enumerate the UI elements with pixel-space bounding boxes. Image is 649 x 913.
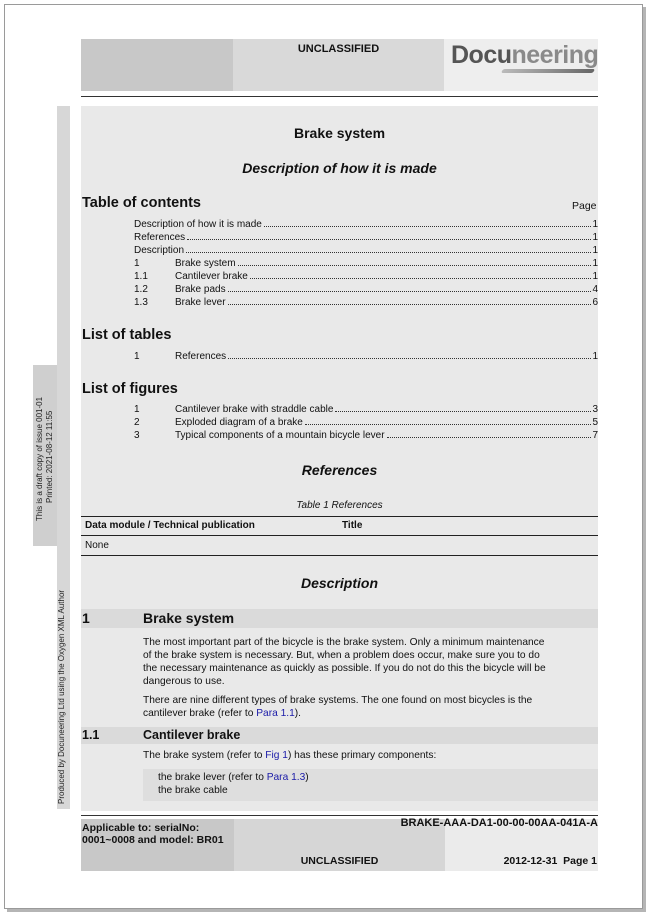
footer-rule [81,815,598,816]
footer-date-page-block [445,851,598,871]
lof-entry[interactable]: 2 Exploded diagram of a brake 5 [134,417,598,428]
table-header-col2: Title [342,520,363,531]
docuneering-logo: Docuneering [451,41,599,69]
table-cell: None [85,540,109,551]
table-caption: Table 1 References [296,500,383,511]
produced-by-text: Produced by Docuneering Ltd using the Oxygen XML Author [57,589,66,804]
header-rule [81,96,598,97]
references-heading: References [301,462,378,478]
draft-notice-line1: This is a draft copy of issue 001-01 [35,396,44,521]
toc-entry[interactable]: References 1 [134,232,598,243]
toc-entry[interactable]: 1.3 Brake lever 6 [134,297,598,308]
header-classification-block [233,39,444,91]
draft-notice-line2: Printed: 2021-08-12 11:55 [45,410,54,503]
lot-entry[interactable]: 1 References 1 [134,351,598,362]
side-strip-draft [33,365,57,546]
description-heading: Description [300,575,378,591]
footer-bottom-left [81,851,234,871]
footer-applicability-block [81,819,234,851]
toc-heading: Table of contents [82,195,201,211]
subsection-title: Cantilever brake [143,728,241,742]
table-header-rule [81,535,598,536]
document-page [4,4,643,909]
toc-entry[interactable]: 1.2 Brake pads 4 [134,284,598,295]
figure-link[interactable]: Fig 1 [265,750,288,761]
applicability-line2: 0001~0008 and model: BR01 [82,834,224,846]
list-item: the brake lever (refer to Para 1.3) the brake cable [158,772,309,796]
side-strip-produced [57,106,70,809]
toc-page-label: Page [572,200,597,212]
section-title: Brake system [143,610,235,626]
data-module-code: BRAKE-AAA-DA1-00-00-00AA-041A-A [400,817,598,829]
footer-classification: UNCLASSIFIED [300,855,379,867]
lof-entry[interactable]: 1 Cantilever brake with straddle cable 3 [134,404,598,415]
para-link[interactable]: Para 1.1 [256,708,295,719]
table-bottom-rule [81,555,598,556]
issue-date: 2012-12-31 [503,855,558,867]
table-top-rule [81,516,598,517]
paragraph: There are nine different types of brake systems. The one found on most bicycles is the cantilever brake (refer to Para 1.1). [143,695,533,719]
subsection-number: 1.1 [82,728,100,742]
paragraph: The most important part of the bicycle is the brake system. Only a minimum maintenance of the brake system is necessary. But, when a problem does occur, make sure you to do the necessary maintenance as quickly as possible. If you do not do this the bicycle will be dangerous to use. [143,637,546,687]
header-classification: UNCLASSIFIED [297,43,380,55]
para-link[interactable]: Para 1.3 [266,772,306,783]
doc-title: Brake system [293,125,386,141]
logo-swoosh-icon [501,69,595,73]
section-number: 1 [82,610,90,626]
header-logo-block [444,39,598,91]
table-header-col1: Data module / Technical publication [85,520,255,531]
page-number: Page 1 [563,855,597,867]
applicability-line1: Applicable to: serialNo: [82,822,200,834]
toc-entry[interactable]: Description of how it is made 1 [134,219,598,230]
toc-entry[interactable]: Description 1 [134,245,598,256]
footer-classification-block [234,851,445,871]
paragraph: The brake system (refer to Fig 1) has these primary components: [143,750,437,761]
lot-heading: List of tables [82,327,172,343]
toc-entry[interactable]: 1.1 Cantilever brake 1 [134,271,598,282]
header-left-block [81,39,233,91]
toc-entry[interactable]: 1 Brake system 1 [134,258,598,269]
lof-heading: List of figures [82,381,178,397]
doc-subtitle: Description of how it is made [242,160,437,176]
lof-entry[interactable]: 3 Typical components of a mountain bicycle lever 7 [134,430,598,441]
